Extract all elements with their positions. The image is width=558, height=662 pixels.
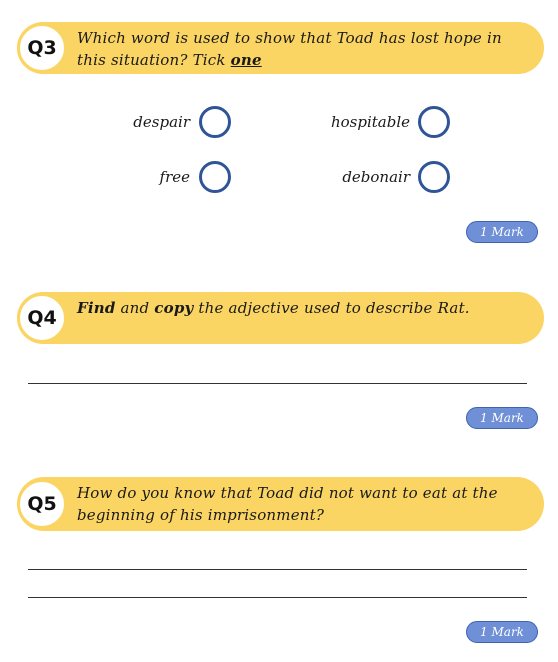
- q5-question-text: How do you know that Toad did not want to eat at the beginning of his imprisonment?: [77, 484, 498, 524]
- q4-keyword-find: Find: [77, 299, 116, 317]
- option-label-free: free: [159, 168, 190, 186]
- q4-keyword-copy: copy: [154, 299, 194, 317]
- q3-question-body: Which word is used to show that Toad has lost hope in this situation? Tick: [77, 29, 502, 69]
- q4-question-text: [77, 297, 530, 319]
- q4-number-badge: Q4: [17, 293, 67, 343]
- q5-answer-line-2[interactable]: [28, 597, 527, 598]
- q4-mark-badge: 1 Mark: [466, 407, 538, 429]
- q3-number-badge: Q3: [17, 23, 67, 73]
- q3-mark-badge: 1 Mark: [466, 221, 538, 243]
- option-radio-debonair[interactable]: [418, 161, 450, 193]
- option-label-debonair: debonair: [342, 168, 410, 186]
- q4-text-and: and: [115, 299, 155, 317]
- q5-number-badge: Q5: [17, 479, 67, 529]
- q4-answer-line[interactable]: [28, 383, 527, 384]
- q5-banner: [17, 477, 544, 531]
- q3-question-text: [77, 27, 530, 71]
- option-label-hospitable: hospitable: [330, 113, 410, 131]
- option-label-despair: despair: [133, 113, 190, 131]
- q4-text-rest: the adjective used to describe Rat.: [193, 299, 470, 317]
- q3-banner: [17, 22, 544, 74]
- option-radio-despair[interactable]: [199, 106, 231, 138]
- q3-emphasis-word: one: [230, 51, 262, 69]
- q5-mark-badge: 1 Mark: [466, 621, 538, 643]
- option-radio-free[interactable]: [199, 161, 231, 193]
- option-radio-hospitable[interactable]: [418, 106, 450, 138]
- q5-answer-line-1[interactable]: [28, 569, 527, 570]
- q4-banner: [17, 292, 544, 344]
